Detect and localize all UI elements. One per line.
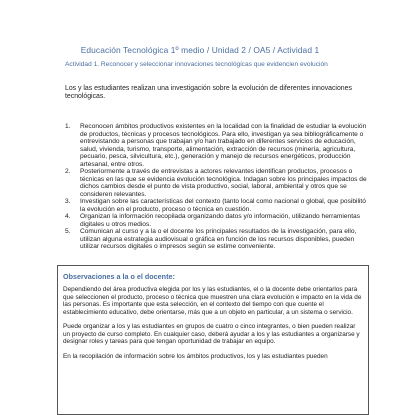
activity-title: Actividad 1. Reconocer y seleccionar innovaciones tecnológicas que evidencien evolución — [65, 61, 328, 68]
step-number: 3. — [65, 198, 71, 205]
teacher-observations-box — [57, 265, 369, 415]
list-item — [65, 123, 367, 168]
step-text: Reconocen ámbitos productivos existentes en la localidad con la finalidad de estudiar la evolución de productos, técnicas y procesos tecnológicos. Para ello, investigan ya sea bibliográficamente o entrevistando a personas que trabajan y/o han trabajado en diferentes servicios de educación, salud, vivienda, turismo, transporte, alimentación, extracción de recursos (minería, agricultura, pecuario, pesca, silvicultura, etc.), generación y manejo de recursos energéticos, producción artesanal, entre otros. — [80, 123, 367, 168]
page-header-title: Educación Tecnológica 1º medio / Unidad 2 / OA5 / Actividad 1 — [80, 45, 320, 55]
step-text: Organizan la información recopilada organizando datos y/o información, utilizando herramientas digitales u otros medios. — [80, 213, 361, 228]
observation-paragraph: Dependiendo del área productiva elegida por los y las estudiantes, el o la docente debe orientarlos para que seleccionen el producto, proceso o técnica que muestren una clara evolución e impacto en la vida de las personas. Es importante que esta selección, en el contexto del tiempo con que cuente el establecimiento educativo, debe orientarse, más que a un objeto en particular, a un sistema o servicio. — [63, 286, 362, 316]
step-text: Posteriormente a través de entrevistas a actores relevantes identifican productos, procesos o técnicas en las que se evidencia evolución tecnológica. Indagan sobre los principales impactos de dichos cambios desde el punto de vista productivo, social, laboral, ambiental y otros que se consideren relevantes. — [80, 168, 367, 198]
step-number: 5. — [65, 228, 71, 235]
step-number: 1. — [65, 123, 71, 130]
list-item — [65, 228, 367, 251]
step-text: Investigan sobre las características del contexto (tanto local como nacional o global, que posibilitó la evolución en el producto, proceso o técnica en cuestión. — [80, 198, 366, 213]
observation-paragraph: Puede organizar a los y las estudiantes en grupos de cuatro o cinco integrantes, o bien pueden realizar un proyecto de curso completo. En cualquier caso, deberá ayudar a los y las estudiantes a organizarse y designar roles y tareas para que tengan oportunidad de trabajar en equipo. — [63, 323, 360, 345]
list-item — [65, 168, 367, 198]
observations-title: Observaciones a la o el docente: — [63, 272, 175, 281]
step-number: 2. — [65, 168, 71, 175]
observation-paragraph: En la recopilación de información sobre los ámbitos productivos, los y las estudiantes pueden — [63, 352, 328, 360]
activity-intro: Los y las estudiantes realizan una investigación sobre la evolución de diferentes innovaciones tecnológicas. — [65, 85, 352, 101]
step-text: Comunican al curso y a la o el docente los principales resultados de la investigación, para ello, utilizan alguna estrategia audiovisual o gráfica en función de los recursos disponibles, pueden utilizar recursos digitales o impresos según se estime conveniente. — [80, 228, 357, 250]
list-item — [65, 198, 367, 213]
list-item — [65, 213, 367, 228]
steps-list — [65, 123, 367, 251]
step-number: 4. — [65, 213, 71, 220]
